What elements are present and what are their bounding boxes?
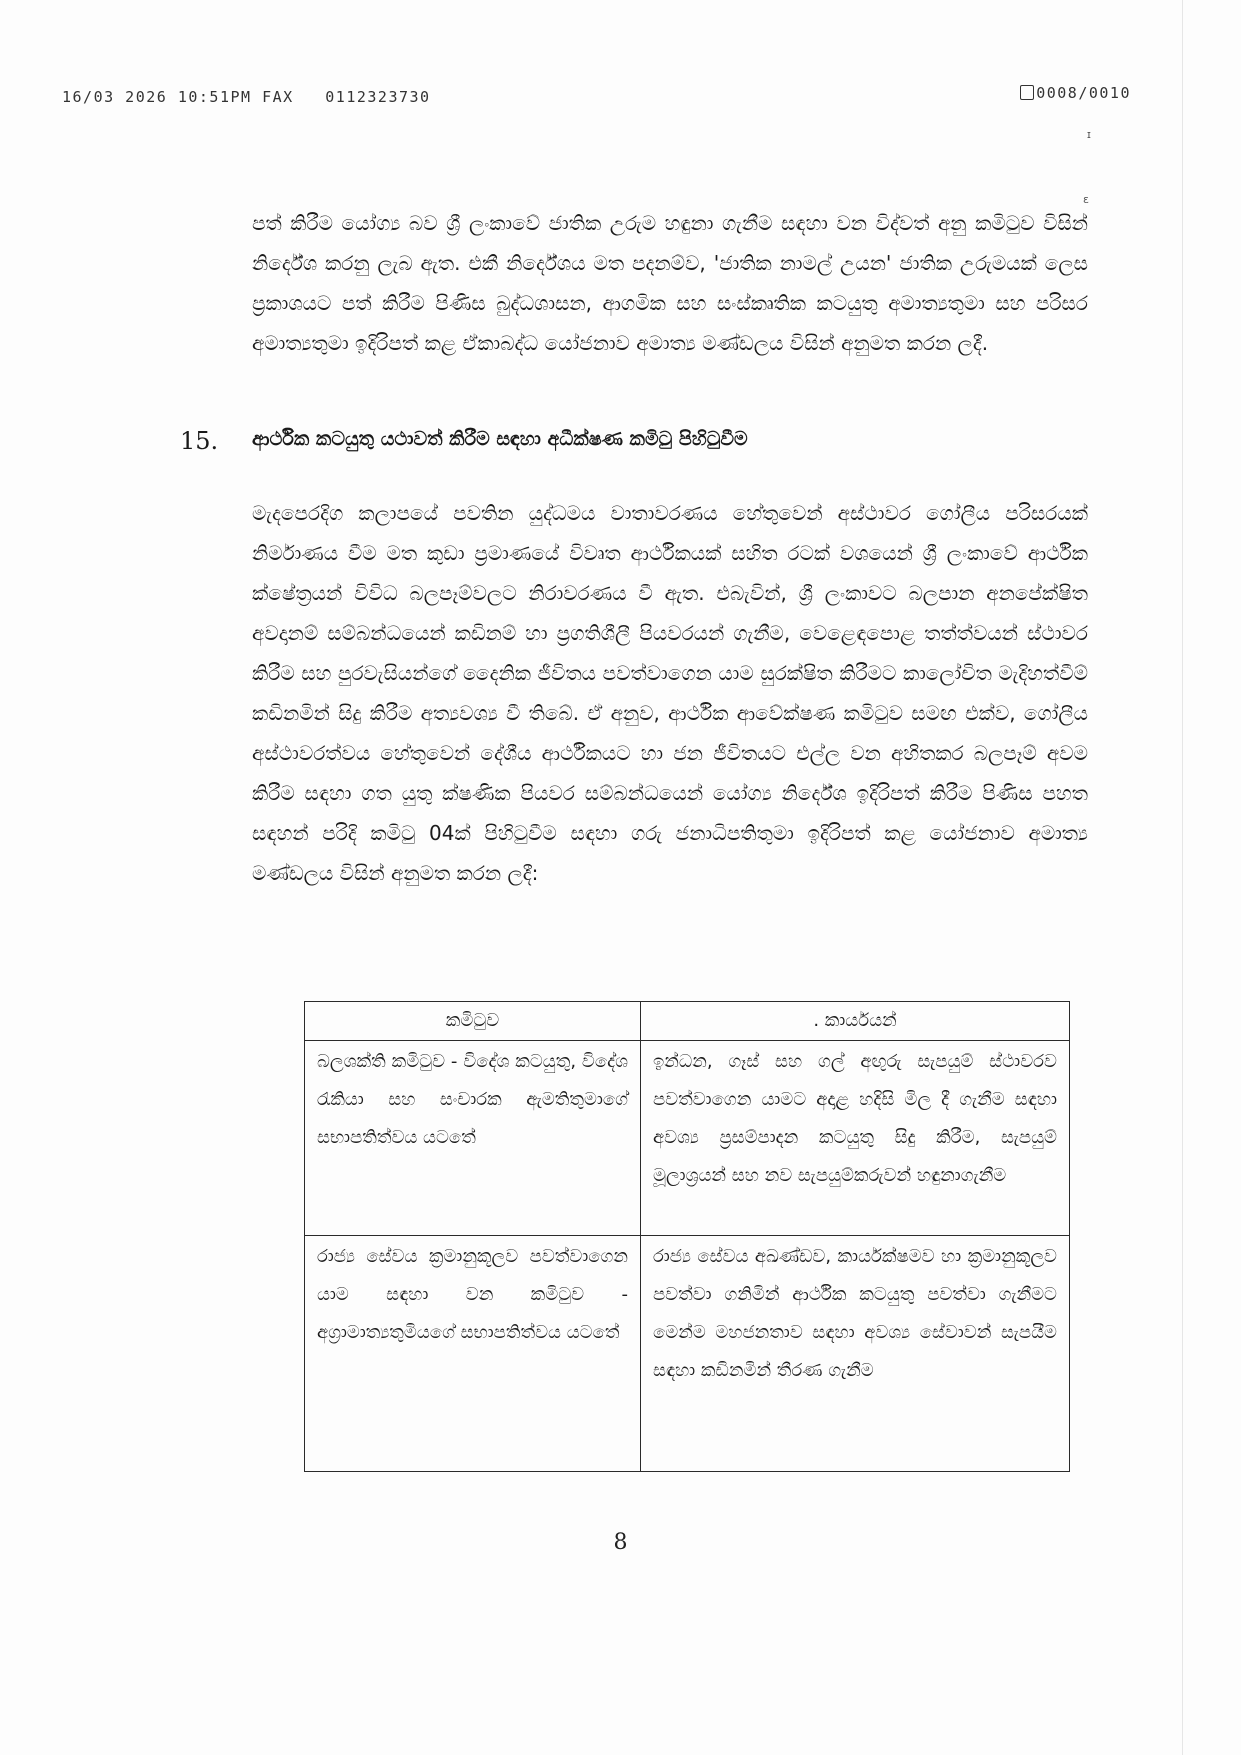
table-header-row xyxy=(305,1002,1070,1041)
table-cell-tasks: රාජ්‍ය සේවය අඛණ්ඩව, කාර්යක්ෂමව හා ක්‍රමානුකූලව පවත්වා ගනිමින් ආර්ථික කටයුතු පවත්වා ගැනීමට මෙන්ම මහජනතාව සඳහා අවශ්‍ය සේවාවන් සැපයීම සඳහා කඩිනමින් තීරණ ගැනීම xyxy=(641,1236,1070,1472)
margin-mark-b: ɛ xyxy=(1083,193,1089,206)
fax-page-counter xyxy=(1020,84,1131,102)
table-cell-committee: බලශක්ති කමිටුව - විදේශ කටයුතු, විදේශ රැකියා සහ සංචාරක ඇමතිතුමාගේ සභාපතිත්වය යටතේ xyxy=(305,1041,641,1236)
table-cell-committee: රාජ්‍ය සේවය ක්‍රමානුකූලව පවත්වාගෙන යාම සඳහා වන කමිටුව - අග්‍රාමාත්‍යතුමියගේ සභාපතිත්වය යටතේ xyxy=(305,1236,641,1472)
section-number: 15. xyxy=(180,427,219,455)
page-number: 8 xyxy=(613,1530,628,1555)
fax-page-box-icon xyxy=(1020,85,1034,100)
fax-page-counter-text: 0008/0010 xyxy=(1036,84,1131,102)
scan-edge-line xyxy=(1182,0,1183,1755)
section-body-paragraph: මැදපෙරදිග කලාපයේ පවතින යුද්ධමය වාතාවරණය හේතුවෙන් අස්ථාවර ගෝලීය පරිසරයක් නිර්මාණය වීම මත කුඩා ප්‍රමාණයේ විවෘත ආර්ථිකයක් සහිත රටක් වශයෙන් ශ්‍රී ලංකාවේ ආර්ථික ක්ෂේත්‍රයන් විවිධ බලපෑම්වලට නිරාවරණය වී ඇත. එබැවින්, ශ්‍රී ලංකාවට බලපාන අනපේක්ෂිත අවදානම් සම්බන්ධයෙන් කඩිනම් හා ප්‍රගතිශීලී පියවරයන් ගැනීම, වෙළෙඳපොළ තත්ත්වයන් ස්ථාවර කිරීම සහ පුරවැසියන්ගේ දෛනික ජීවිතය පවත්වාගෙන යාම සුරක්ෂිත කිරීමට කාලෝචිත මැදිහත්වීම් කඩිනමින් සිදු කිරීම අත්‍යවශ්‍ය වී තිබේ. ඒ අනුව, ආර්ථික ආවේක්ෂණ කමිටුව සමඟ එක්ව, ගෝලීය අස්ථාවරත්වය හේතුවෙන් දේශීය ආර්ථිකයට හා ජන ජීවිතයට එල්ල වන අහිතකර බලපෑම් අවම කිරීම සඳහා ගත යුතු ක්ෂණික පියවර සම්බන්ධයෙන් යෝග්‍ය නිර්දේශ ඉදිරිපත් කිරීම පිණිස පහත සඳහන් පරිදි කමිටු 04ක් පිහිටුවීම සඳහා ගරු ජනාධිපතිතුමා ඉදිරිපත් කළ යෝජනාව අමාත්‍ය මණ්ඩලය විසින් අනුමත කරන ලදී: xyxy=(252,501,1088,885)
table-row xyxy=(305,1041,1070,1236)
margin-mark-a: ɪ xyxy=(1086,128,1091,141)
fax-timestamp: 16/03 2026 10:51PM FAX xyxy=(62,88,294,106)
paragraph-continuation: පත් කිරීම යෝග්‍ය බව ශ්‍රී ලංකාවේ ජාතික උරුම හඳුනා ගැනීම සඳහා වන විද්වත් අනු කමිටුව විසින් නිර්දේශ කරනු ලැබ ඇත. එකී නිර්දේශය මත පදනම්ව, 'ජාතික නාමල් උයන' ජාතික උරුමයක් ලෙස ප්‍රකාශයට පත් කිරීම පිණිස බුද්ධශාසන, ආගමික සහ සංස්කෘතික කටයුතු අමාත්‍යතුමා සහ පරිසර අමාත්‍යතුමා ඉදිරිපත් කළ ඒකාබද්ධ යෝජනාව අමාත්‍ය මණ්ඩලය විසින් අනුමත කරන ලදී. xyxy=(252,211,1088,355)
table-header-committee: කමිටුව xyxy=(305,1002,641,1041)
table-row xyxy=(305,1236,1070,1472)
table-cell-tasks: ඉන්ධන, ගෑස් සහ ගල් අඟුරු සැපයුම් ස්ථාවරව පවත්වාගෙන යාමට අදාළ හදිසි මිල දී ගැනීම සඳහා අවශ්‍ය ප්‍රසම්පාදන කටයුතු සිදු කිරීම, සැපයුම් මූලාශ්‍රයන් සහ නව සැපයුම්කරුවන් හඳුනාගැනීම xyxy=(641,1041,1070,1236)
fax-number: 0112323730 xyxy=(325,88,431,106)
section-heading: ආර්ථික කටයුතු යථාවත් කිරීම සඳහා අධීක්ෂණ කමිටු පිහිටුවීම xyxy=(252,428,748,450)
table-header-tasks: . කාර්යයන් xyxy=(641,1002,1070,1041)
fax-header xyxy=(62,88,431,106)
committee-table xyxy=(304,1001,1070,1472)
